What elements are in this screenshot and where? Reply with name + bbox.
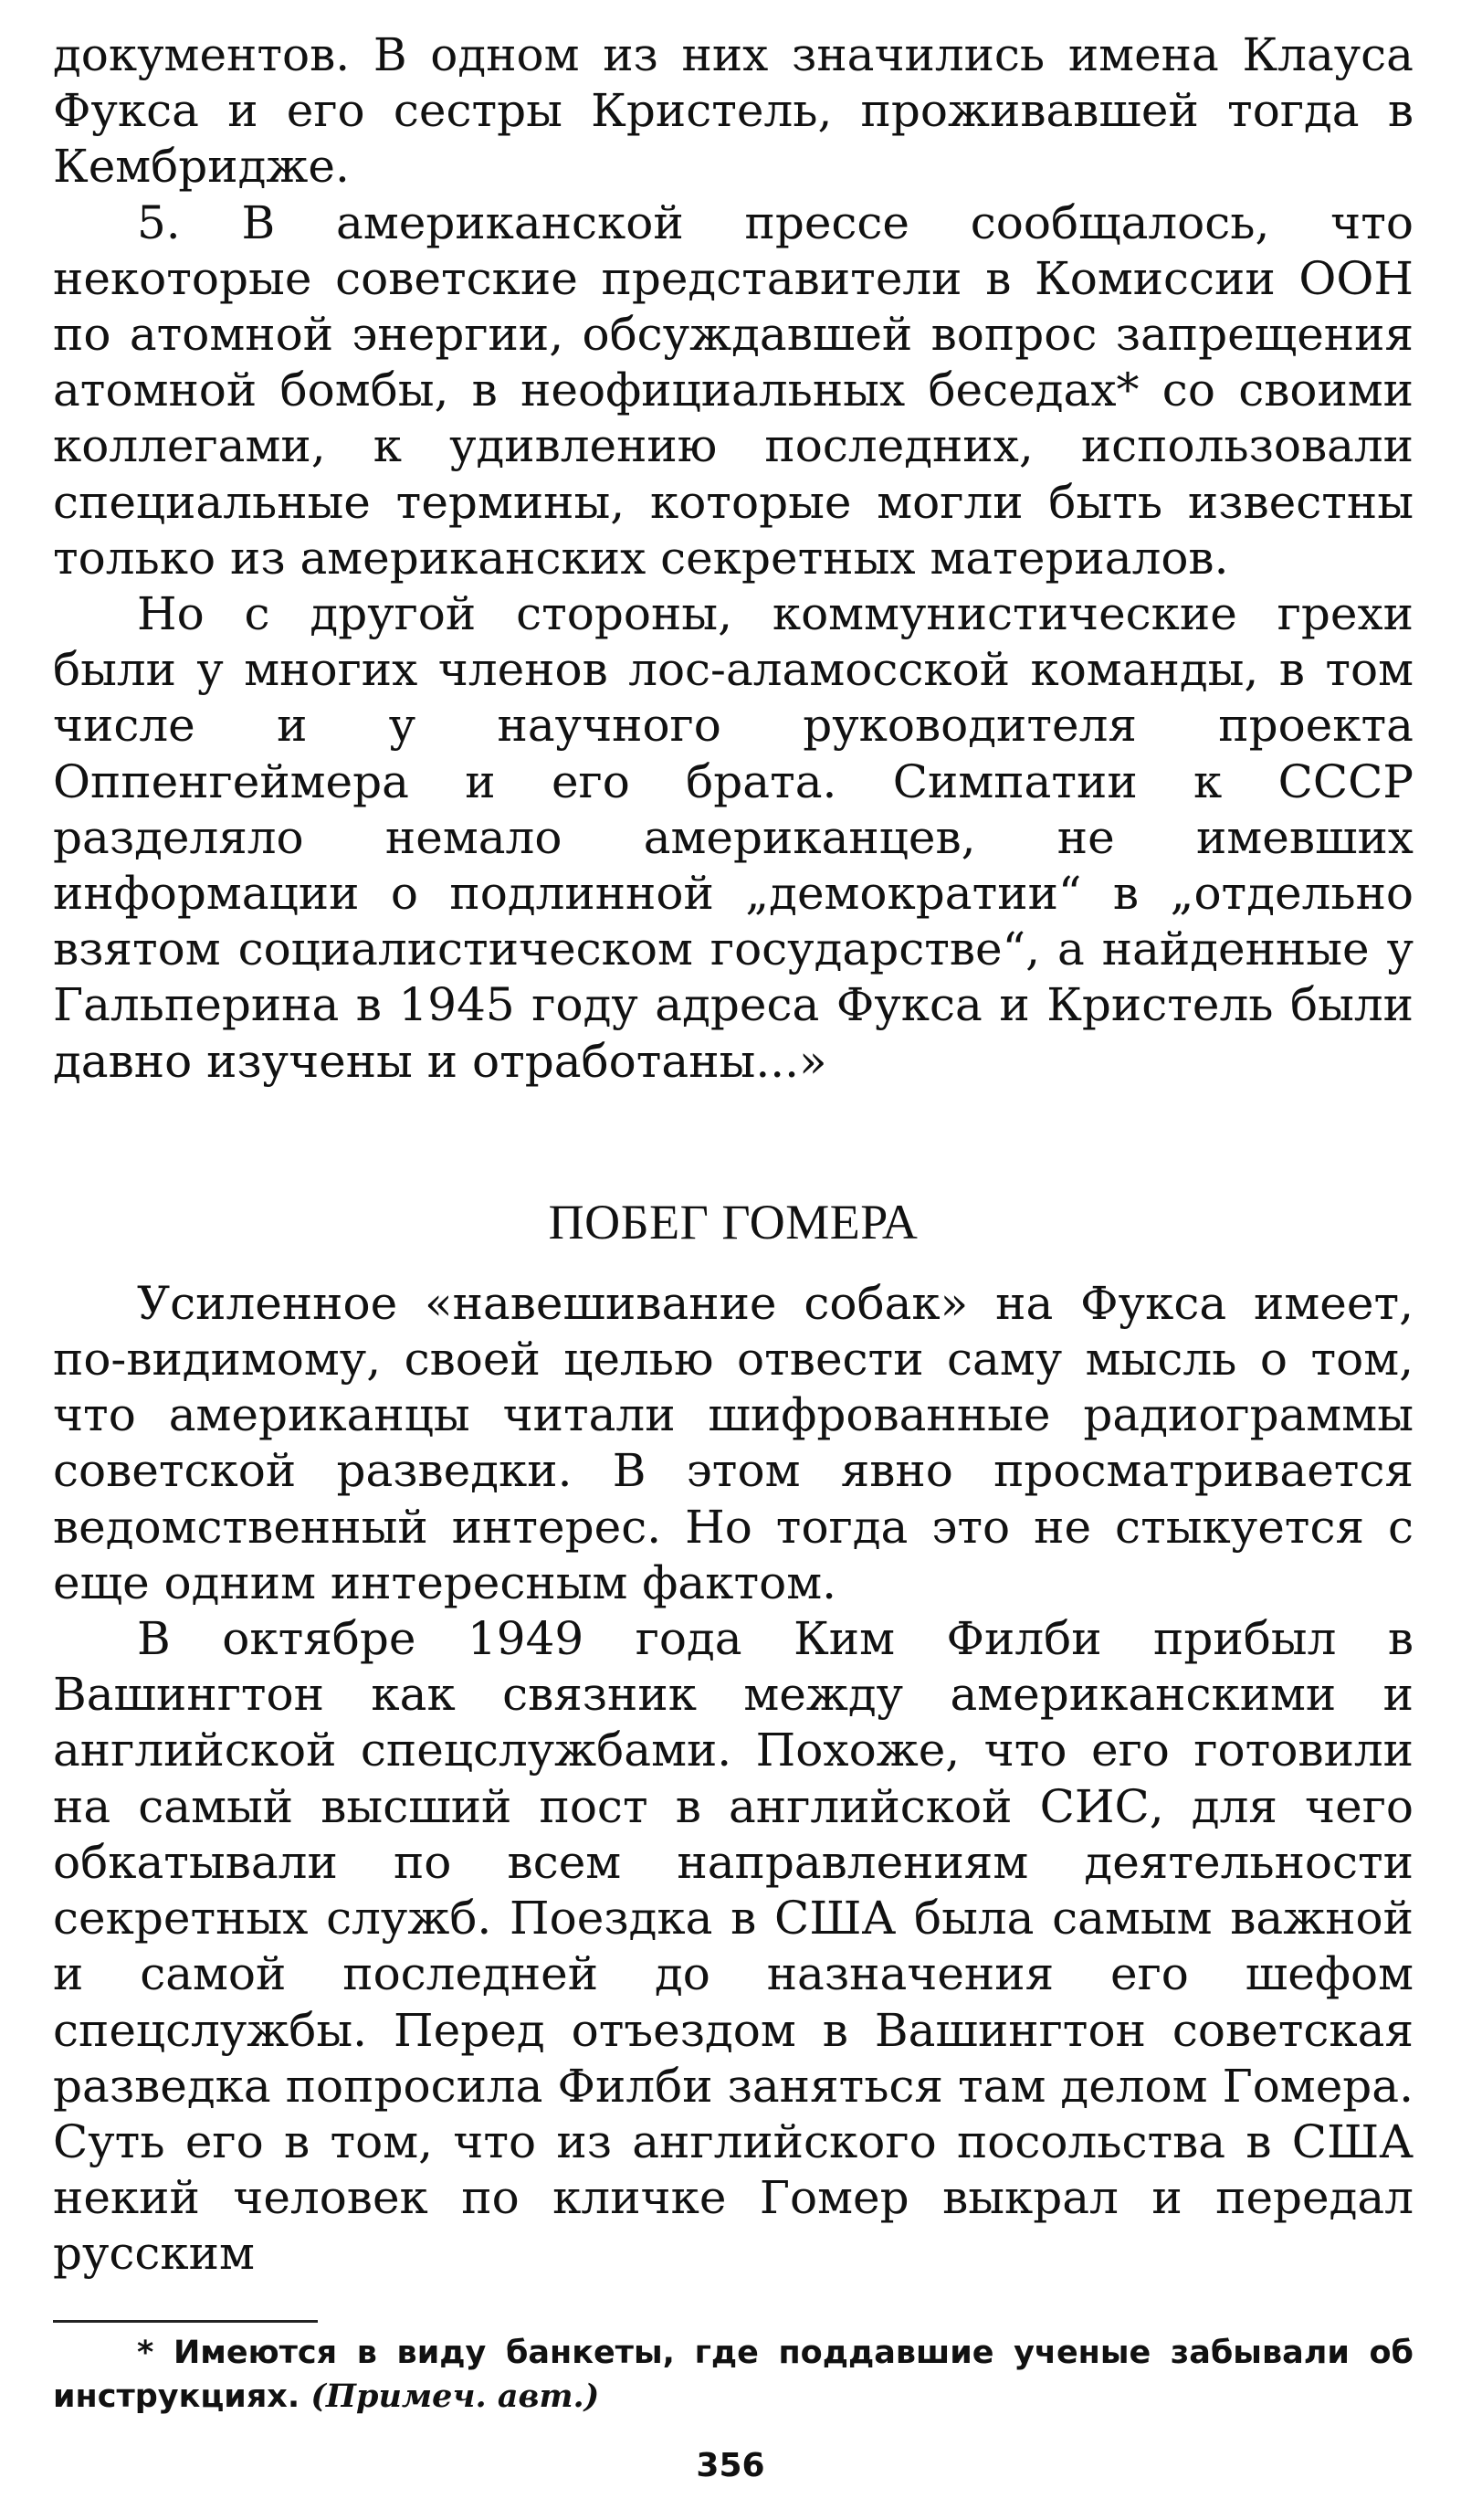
- paragraph-item-5: 5. В американской прессе сообщалось, что некоторые советские представители в Комиссии ООН по атомной энергии, обсуждавшей вопрос запрещения атомной бомбы, в неофициальных беседах* со своими коллегами, к удивлению последних, использовали специальные термины, которые могли быть известны только из американских секретных материалов.: [53, 195, 1414, 585]
- paragraph-communist-sins: Но с другой стороны, коммунистические грехи были у многих членов лос-аламосской команды, в том числе и у научного руководителя проекта Оппенгеймера и его брата. Симпатии к СССР разделяло немало американцев, не имевших информации о подлинной „демократии“ в „отдельно взятом социалистическом государстве“, а найденные у Гальперина в 1945 году адреса Фукса и Кристель были давно изучены и отработаны...»: [53, 587, 1414, 1088]
- footnote-author-note: (Примеч. авт.): [310, 2378, 600, 2415]
- footnote: [53, 2332, 1414, 2419]
- section-heading: ПОБЕГ ГОМЕРА: [548, 1194, 919, 1249]
- paragraph-philby-washington: В октябре 1949 года Ким Филби прибыл в Вашингтон как связник между американскими и английской спецслужбами. Похоже, что его готовили на самый высший пост в английской СИС, для чего обкатывали по всем направлениям деятельности секретных служб. Поездка в США была самым важной и самой последней до назначения его шефом спецслужбы. Перед отъездом в Вашингтон советская разведка попросила Филби заняться там делом Гомера. Суть его в том, что из английского посольства в США некий человек по кличке Гомер выкрал и передал русским: [53, 1612, 1414, 2281]
- paragraph-fuchs-blame: Усиленное «навешивание собак» на Фукса имеет, по-видимому, своей целью отвести саму мысль о том, что американцы читали шифрованные радиограммы советской разведки. В этом явно просматривается ведомственный интерес. Но тогда это не стыкуется с еще одним интересным фактом.: [53, 1276, 1414, 1609]
- footnote-divider: [53, 2320, 318, 2323]
- page-body: [53, 27, 1414, 2283]
- page-number: 356: [696, 2447, 765, 2484]
- paragraph-continuation: документов. В одном из них значились имена Клауса Фукса и его сестры Кристель, проживавшей тогда в Кембридже.: [53, 28, 1414, 194]
- footnote-text: * Имеются в виду банкеты, где поддавшие ученые забывали об инструкциях.: [53, 2335, 1414, 2415]
